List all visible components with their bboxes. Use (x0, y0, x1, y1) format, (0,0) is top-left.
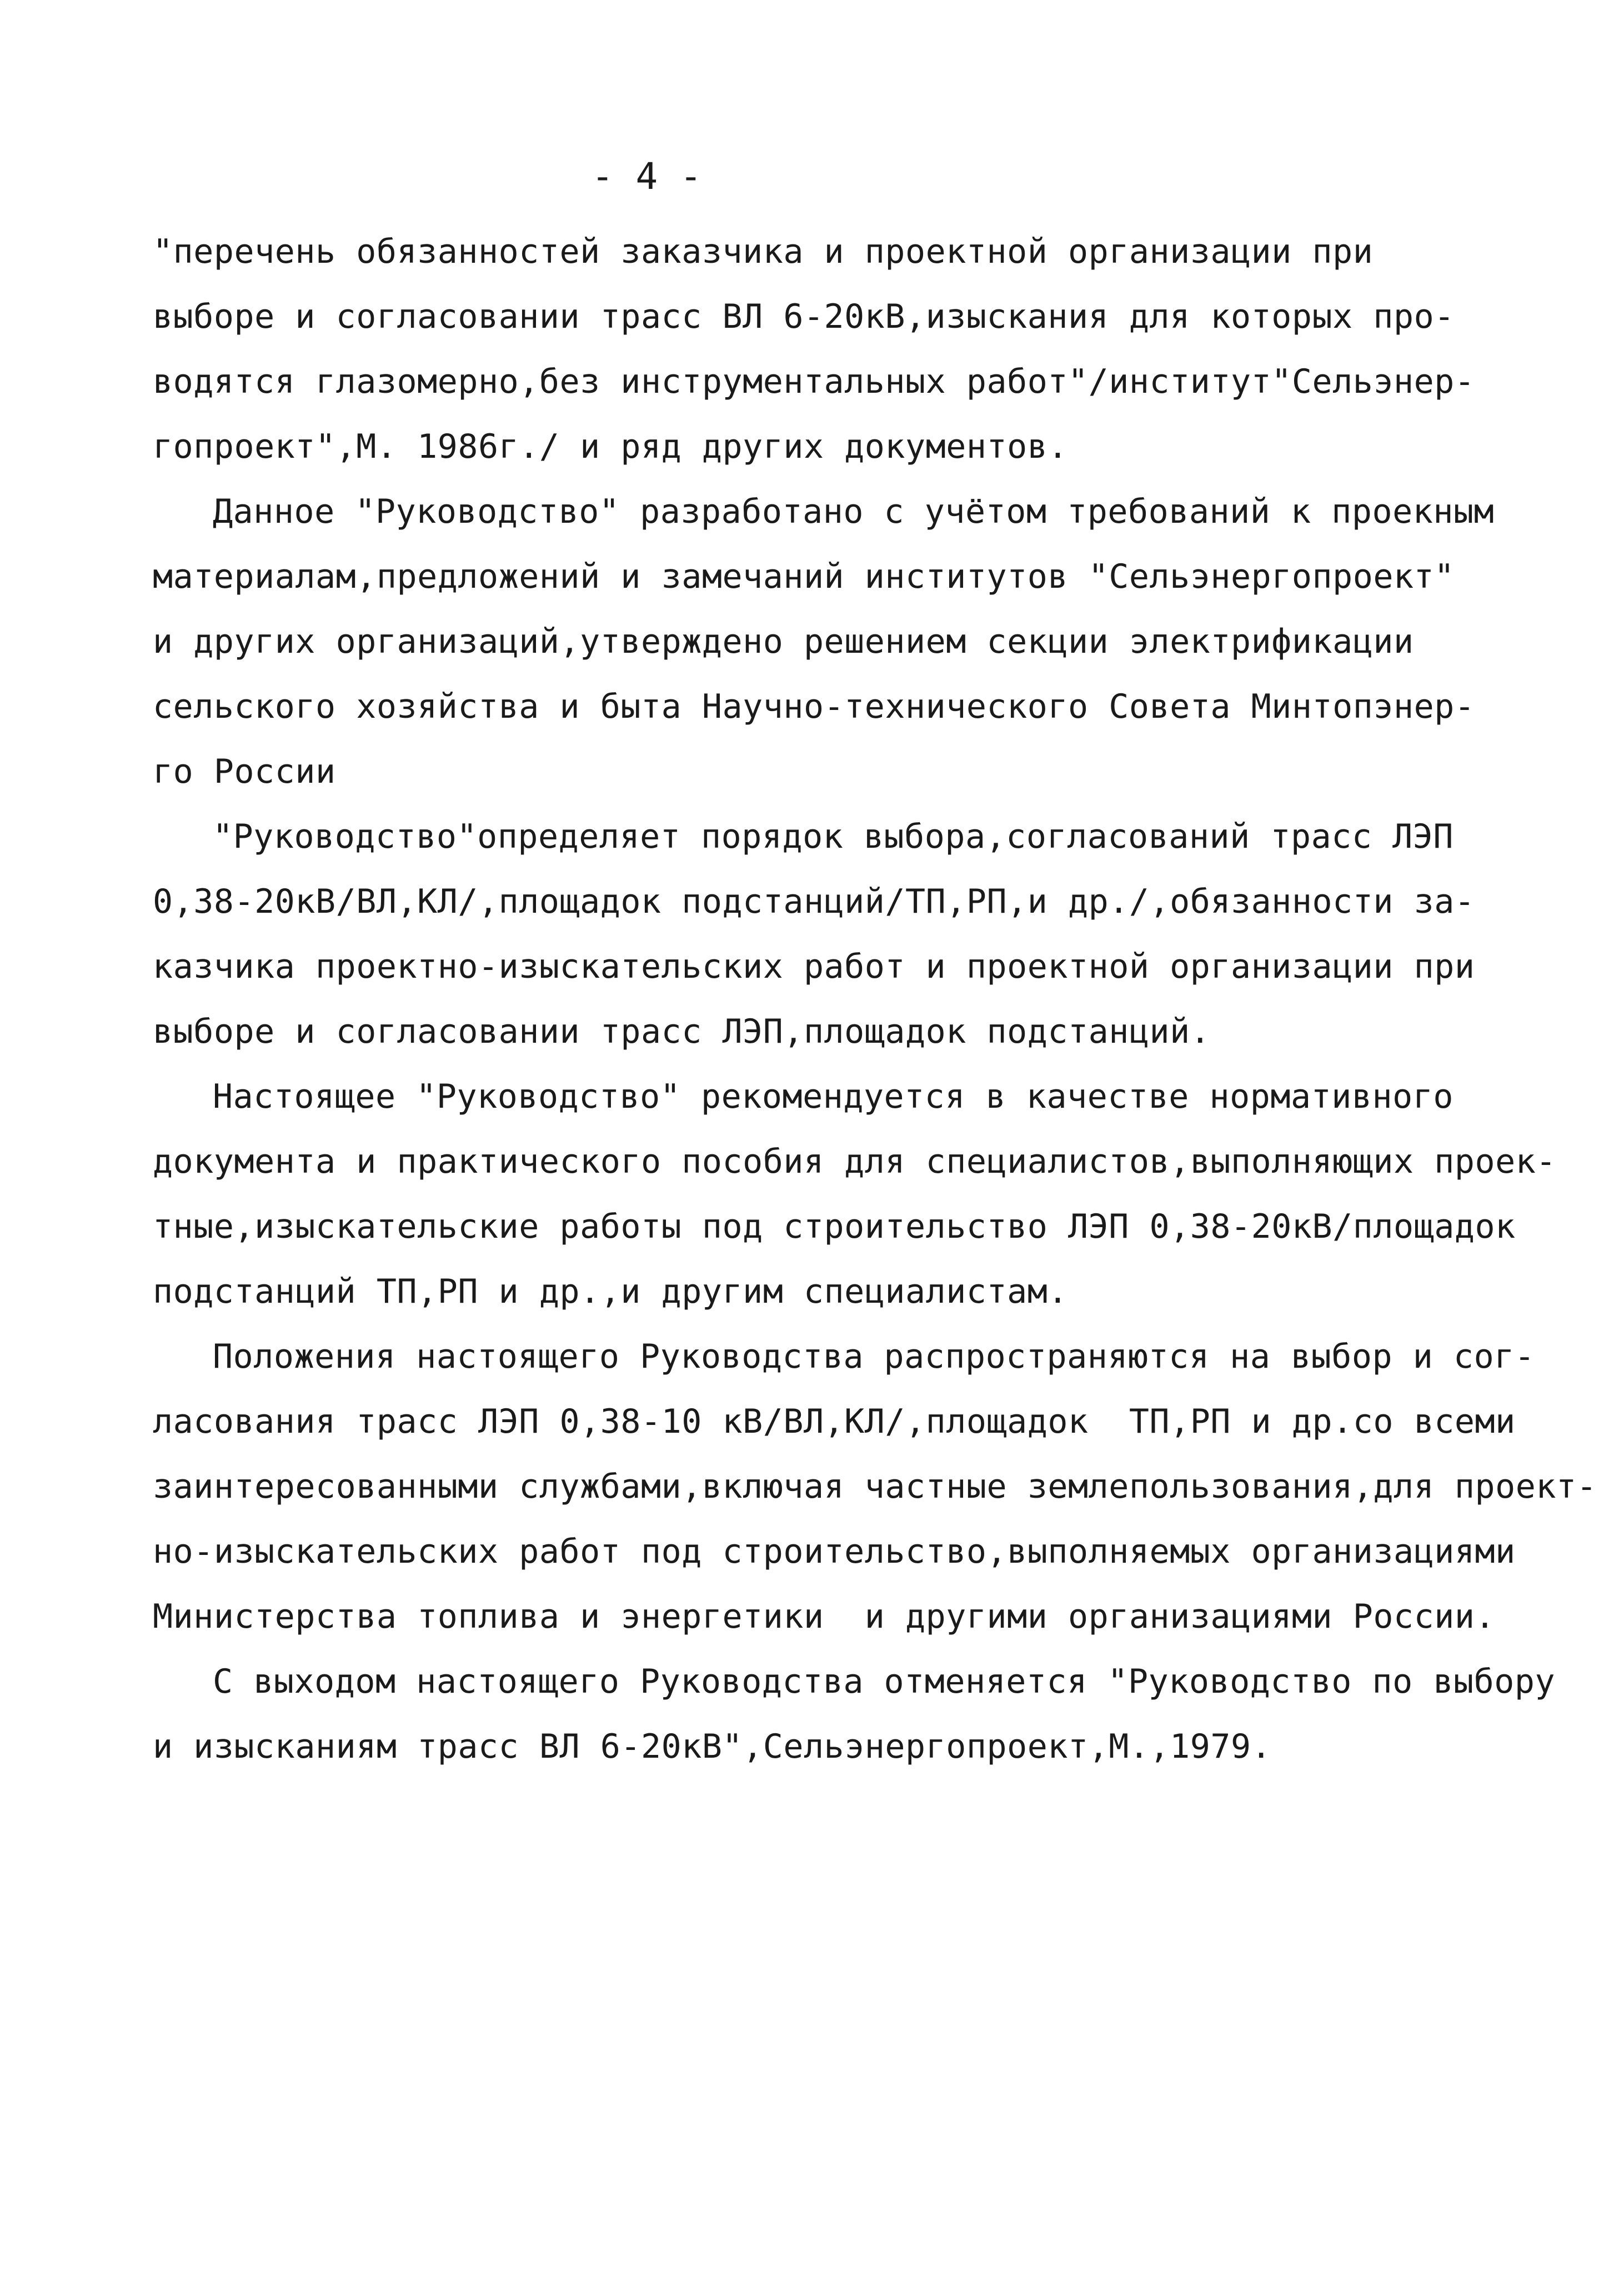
text-line: выборе и согласовании трасс ЛЭП,площадок подстанций. (153, 1012, 1211, 1051)
text-line: и других организаций,утверждено решением секции электрификации (153, 622, 1414, 661)
text-line: ласования трасс ЛЭП 0,38-10 кВ/ВЛ,КЛ/,площадок ТП,РП и др.со всеми (153, 1402, 1516, 1441)
text-line: тные,изыскательские работы под строительство ЛЭП 0,38-20кВ/площадок (153, 1207, 1516, 1246)
text-line: выборе и согласовании трасс ВЛ 6-20кВ,изыскания для которых про- (153, 297, 1455, 336)
text-line: казчика проектно-изыскательских работ и проектной организации при (153, 947, 1475, 986)
text-line: Министерства топлива и энергетики и другими организациями России. (153, 1597, 1496, 1636)
text-line: водятся глазомерно,без инструментальных работ"/институт"Сельэнер- (153, 362, 1475, 401)
text-line: но-изыскательских работ под строительство,выполняемых организациями (153, 1532, 1516, 1571)
text-line: сельского хозяйства и быта Научно-технического Совета Минтопэнер- (153, 687, 1475, 726)
paragraph-first-line: Настоящее "Руководство" рекомендуется в качестве нормативного (213, 1077, 1454, 1116)
document-body (153, 219, 1597, 1779)
text-line: документа и практического пособия для специалистов,выполняющих проек- (153, 1142, 1556, 1181)
text-line: и изысканиям трасс ВЛ 6-20кВ",Сельэнергопроект,М.,1979. (153, 1727, 1272, 1766)
text-line: го России (153, 752, 336, 791)
paragraph-first-line: Положения настоящего Руководства распространяются на выбор и сог- (213, 1337, 1535, 1376)
paragraph-first-line: "Руководство"определяет порядок выбора,согласований трасс ЛЭП (213, 817, 1454, 856)
text-line: подстанций ТП,РП и др.,и другим специалистам. (153, 1272, 1069, 1311)
text-line: гопроект",М. 1986г./ и ряд других документов. (153, 427, 1069, 466)
text-line: 0,38-20кВ/ВЛ,КЛ/,площадок подстанций/ТП,РП,и др./,обязанности за- (153, 882, 1475, 921)
page-number: - 4 - (592, 155, 702, 198)
text-line: заинтересованными службами,включая частные землепользования,для проект- (153, 1467, 1597, 1506)
text-line: материалам,предложений и замечаний институтов "Сельэнергопроект" (153, 557, 1455, 596)
paragraph-first-line: Данное "Руководство" разработано с учётом требований к проекным (213, 492, 1495, 531)
paragraph-first-line: С выходом настоящего Руководства отменяется "Руководство по выбору (213, 1662, 1556, 1701)
text-line: "перечень обязанностей заказчика и проектной организации при (153, 232, 1374, 271)
